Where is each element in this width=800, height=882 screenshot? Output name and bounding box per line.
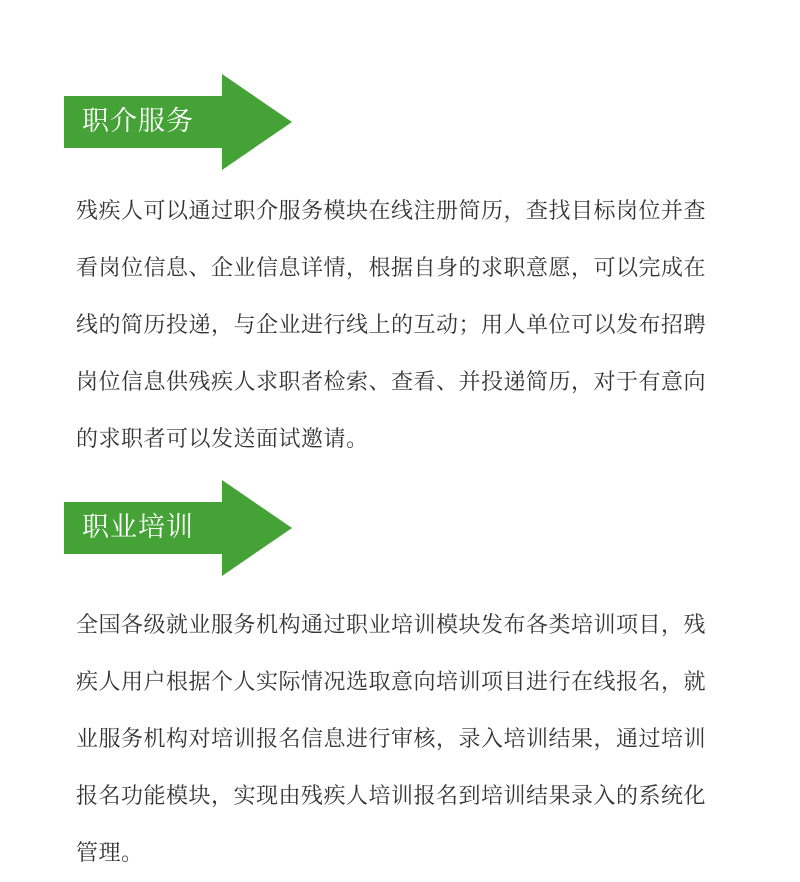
section-banner-vocational-training	[64, 480, 292, 576]
paragraph-line: 的求职者可以发送面试邀请。	[76, 427, 369, 452]
section-title: 职介服务	[82, 106, 194, 137]
section-paragraph	[76, 183, 776, 468]
paragraph-line: 疾人用户根据个人实际情况选取意向培训项目进行在线报名，就	[76, 670, 707, 695]
paragraph-line: 全国各级就业服务机构通过职业培训模块发布各类培训项目，残	[76, 613, 707, 638]
paragraph-line: 管理。	[76, 841, 144, 866]
paragraph-line: 残疾人可以通过职介服务模块在线注册简历，查找目标岗位并查	[76, 199, 707, 224]
paragraph-line: 岗位信息供残疾人求职者检索、查看、并投递简历，对于有意向	[76, 370, 707, 395]
paragraph-line: 业服务机构对培训报名信息进行审核，录入培训结果，通过培训	[76, 727, 707, 752]
section-title: 职业培训	[82, 512, 194, 543]
paragraph-line: 报名功能模块，实现由残疾人培训报名到培训结果录入的系统化	[76, 784, 707, 809]
paragraph-line: 线的简历投递，与企业进行线上的互动；用人单位可以发布招聘	[76, 313, 707, 338]
paragraph-line: 看岗位信息、企业信息详情，根据自身的求职意愿，可以完成在	[76, 256, 707, 281]
section-paragraph	[76, 597, 776, 882]
section-banner-job-referral	[64, 74, 292, 170]
